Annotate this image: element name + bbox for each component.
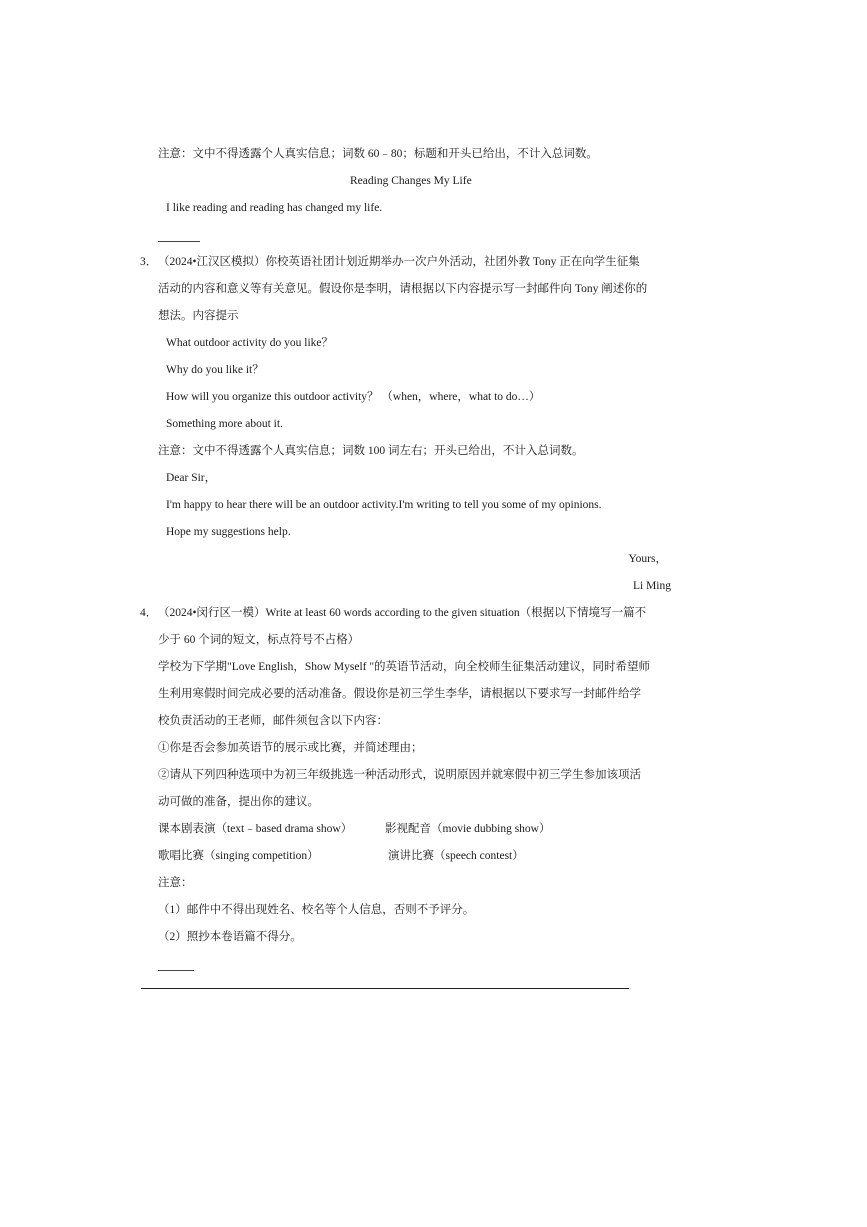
q3-signature: Li Ming	[632, 580, 671, 592]
q4-option-dubbing: 影视配音（movie dubbing show）	[385, 823, 551, 835]
q4-prompt-line2: 少于 60 个词的短文，标点符号不占格）	[158, 634, 360, 646]
q3-prompt-line2: 活动的内容和意义等有关意见。假设你是李明，请根据以下内容提示写一封邮件向 Tony 阐述你的	[158, 283, 648, 295]
q4-prompt-line4: 生利用寒假时间完成必要的活动准备。假设你是初三学生李华，请根据以下要求写一封邮件给学	[158, 688, 641, 700]
q4-requirement-2a: ②请从下列四种选项中为初三年级挑选一种活动形式，说明原因并就寒假中初三学生参加该项活	[158, 769, 641, 781]
q3-closing-line: Hope my suggestions help.	[166, 526, 291, 538]
q2-essay-title: Reading Changes My Life	[350, 175, 472, 187]
q4-number: 4．	[140, 607, 158, 619]
q3-hint-4: Something more about it.	[166, 418, 283, 430]
q3-prompt-line1: （2024•江汉区模拟）你校英语社团计划近期举办一次户外活动，社团外教 Tony 正在向学生征集	[158, 256, 640, 268]
q3-note: 注意：文中不得透露个人真实信息；词数 100 词左右；开头已给出，不计入总词数。	[158, 445, 584, 457]
q4-requirement-1: ①你是否会参加英语节的展示或比赛，并简述理由；	[158, 742, 423, 754]
q4-prompt-line5: 校负责活动的王老师，邮件须包含以下内容：	[158, 715, 388, 727]
answer-blank-line	[158, 241, 200, 242]
q3-prompt-line3: 想法。内容提示	[158, 310, 239, 322]
q4-note-label: 注意：	[158, 877, 193, 889]
q3-opening-sentence: I'm happy to hear there will be an outdoor activity.I'm writing to tell you some of my opinions.	[166, 499, 602, 511]
q2-note: 注意：文中不得透露个人真实信息；词数 60﹣80；标题和开头已给出，不计入总词数。	[158, 148, 598, 160]
q4-option-drama: 课本剧表演（text﹣based drama show）	[158, 823, 353, 835]
q3-greeting: Dear Sir，	[166, 472, 217, 484]
page-bottom-rule	[141, 988, 629, 989]
q4-option-singing: 歌唱比赛（singing competition）	[158, 850, 319, 862]
q3-number: 3．	[140, 256, 158, 268]
q4-prompt-line1: （2024•闵行区一模）Write at least 60 words according to the given situation（根据以下情境写一篇不	[158, 607, 647, 619]
q2-opening-sentence: I like reading and reading has changed my life.	[166, 202, 383, 214]
q4-note-1: （1）邮件中不得出现姓名、校名等个人信息，否则不予评分。	[158, 904, 475, 916]
q3-sign-off: Yours，	[628, 553, 667, 565]
q4-option-speech: 演讲比赛（speech contest）	[388, 850, 524, 862]
q3-hint-2: Why do you like it？	[166, 364, 264, 376]
q3-hint-3: How will you organize this outdoor activity？ （when，where，what to do…）	[166, 391, 541, 403]
q4-requirement-2b: 动可做的准备，提出你的建议。	[158, 796, 319, 808]
answer-blank-line	[158, 970, 194, 971]
q4-prompt-line3: 学校为下学期"Love English，Show Myself "的英语节活动，向全校师生征集活动建议，同时希望师	[158, 661, 651, 673]
q3-hint-1: What outdoor activity do you like？	[166, 337, 334, 349]
q4-note-2: （2）照抄本卷语篇不得分。	[158, 931, 302, 943]
